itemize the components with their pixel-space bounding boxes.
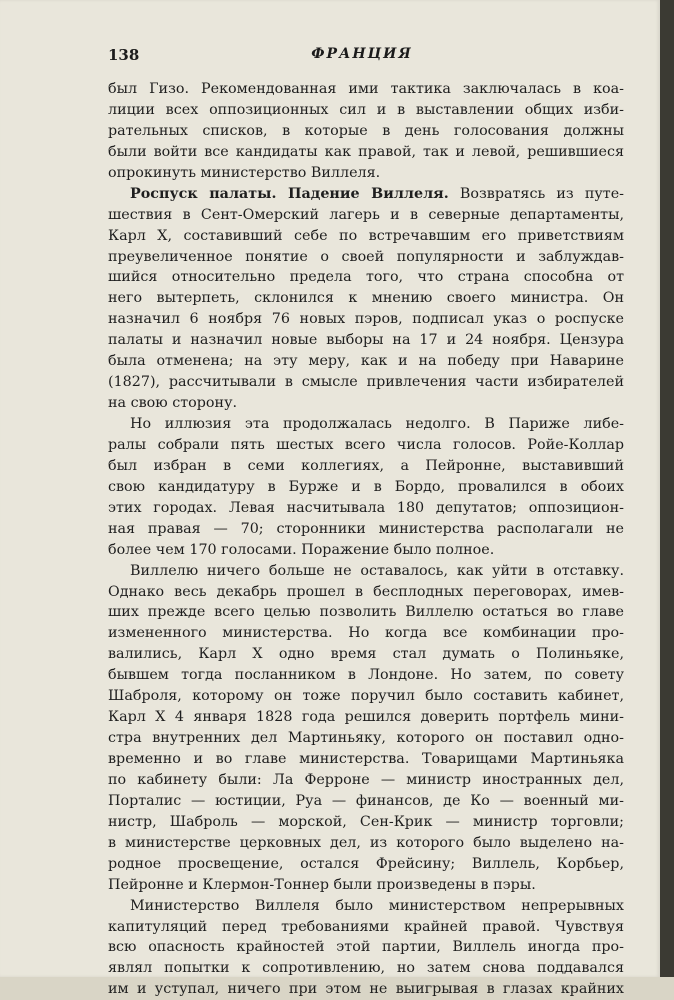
text-line — [108, 267, 624, 288]
line-text: в министерстве церковных дел, из которого было выделено на- — [108, 834, 624, 851]
text-line — [108, 979, 624, 1000]
text-line — [108, 100, 624, 121]
line-text: нистр, Шаброль — морской, Сен-Крик — министр торговли; — [108, 813, 624, 830]
text-line — [108, 791, 624, 812]
line-text: стра внутренних дел Мартиньяку, которого он поставил одно- — [108, 730, 624, 747]
page-header — [108, 46, 616, 66]
text-line — [108, 812, 624, 833]
line-text: Виллелю ничего больше не оставалось, как уйти в отставку. — [130, 562, 624, 579]
text-line — [108, 121, 624, 142]
line-text: свою кандидатуру в Бурже и в Бордо, провалился в обоих — [108, 478, 624, 495]
text-line — [108, 665, 624, 686]
text-line — [108, 749, 624, 770]
text-line — [108, 644, 624, 665]
line-text: капитуляций перед требованиями крайней правой. Чувствуя — [108, 918, 624, 935]
line-text: был избран в семи коллегиях, а Пейронне, выставивший — [108, 457, 624, 474]
text-line — [108, 247, 624, 268]
text-line — [108, 372, 624, 393]
text-line — [108, 456, 624, 477]
text-line — [108, 770, 624, 791]
text-line — [108, 875, 624, 896]
line-text: шествия в Сент-Омерский лагерь и в северные департаменты, — [108, 206, 624, 223]
text-line — [108, 414, 624, 435]
line-text: Порталис — юстиции, Руа — финансов, де Ко — военный ми- — [108, 792, 624, 809]
line-text: им и уступал, ничего при этом не выигрывая в глазах крайних — [108, 981, 624, 998]
line-text: лиции всех оппозиционных сил и в выставлении общих изби- — [108, 101, 624, 118]
text-line — [108, 623, 624, 644]
line-text: опрокинуть министерство Виллеля. — [108, 164, 381, 181]
line-text: Карл X 4 января 1828 года решился доверить портфель мини- — [108, 709, 624, 726]
line-text: Министерство Виллеля было министерством непрерывных — [130, 897, 624, 914]
line-text: палаты и назначил новые выборы на 17 и 24 ноября. Цензура — [108, 332, 624, 349]
line-text: была отменена; на эту меру, как и на победу при Наварине — [108, 353, 624, 370]
line-text: преувеличенное понятие о своей популярности и заблуждав- — [108, 248, 624, 265]
text-line — [108, 330, 624, 351]
line-text: рательных списков, в которые в день голосования должны — [108, 122, 624, 139]
section-heading: Роспуск палаты. Падение Виллеля. — [130, 185, 449, 202]
line-text: являл попытки к сопротивлению, но затем снова поддавался — [108, 960, 624, 977]
line-text: шийся относительно предела того, что страна способна от — [108, 269, 624, 286]
line-text: валились, Карл X одно время стал думать о Полиньяке, — [108, 646, 624, 663]
line-text: (1827), рассчитывали в смысле привлечения части избирателей — [108, 374, 624, 391]
text-line — [108, 707, 624, 728]
text-line — [108, 582, 624, 603]
text-line — [108, 854, 624, 875]
line-text: Пейронне и Клермон-Тоннер были произведены в пэры. — [108, 876, 536, 893]
text-line — [108, 163, 624, 184]
text-line — [108, 833, 624, 854]
line-text: по кабинету были: Ла Ферроне — министр иностранных дел, — [108, 771, 624, 788]
body-text — [108, 79, 624, 1000]
line-text: были войти все кандидаты как правой, так и левой, решившиеся — [108, 143, 624, 160]
text-line — [108, 142, 624, 163]
line-text: Возвратясь из путе- — [448, 185, 624, 202]
line-text: ная правая — 70; сторонники министерства располагали не — [108, 520, 624, 537]
line-text: всю опасность крайностей этой партии, Виллель иногда про- — [108, 939, 624, 956]
text-line — [108, 686, 624, 707]
line-text: временно и во главе министерства. Товарищами Мартиньяка — [108, 751, 624, 767]
text-line — [108, 540, 624, 561]
line-text: этих городах. Левая насчитывала 180 депутатов; оппозицион- — [108, 499, 624, 516]
text-line — [108, 728, 624, 749]
text-line — [108, 958, 624, 979]
line-text: Шаброля, которому он тоже поручил было составить кабинет, — [108, 688, 624, 705]
line-text: ших прежде всего целью позволить Виллелю остаться во главе — [108, 604, 624, 621]
text-line — [108, 498, 624, 519]
line-text: измененного министерства. Но когда все комбинации про- — [108, 625, 624, 642]
text-line — [108, 205, 624, 226]
text-line — [108, 561, 624, 582]
text-line — [108, 393, 624, 414]
text-line — [108, 519, 624, 540]
text-line — [108, 896, 624, 917]
line-text: ралы собрали пять шестых всего числа голосов. Ройе-Коллар — [108, 436, 624, 453]
text-line — [108, 937, 624, 958]
page-edge-shadow — [660, 0, 674, 977]
page-number: 138 — [108, 46, 140, 64]
text-line — [108, 288, 624, 309]
line-text: на свою сторону. — [108, 395, 238, 412]
line-text: бывшем тогда посланником в Лондоне. Но затем, по совету — [108, 667, 624, 684]
line-text: Но иллюзия эта продолжалась недолго. В Париже либе- — [130, 416, 624, 432]
line-text: Карл X, составивший себе по встречавшим его приветствиям — [108, 227, 624, 244]
text-line — [108, 602, 624, 623]
line-text: родное просвещение, остался Фрейсину; Виллель, Корбьер, — [108, 855, 624, 872]
text-line — [108, 79, 624, 100]
text-line — [108, 309, 624, 330]
text-line — [108, 917, 624, 938]
line-text: более чем 170 голосами. Поражение было полное. — [108, 541, 495, 558]
text-line — [108, 226, 624, 247]
text-line — [108, 184, 624, 205]
running-title: ФРАНЦИЯ — [311, 46, 413, 62]
line-text: назначил 6 ноября 76 новых пэров, подписал указ о роспуске — [108, 311, 624, 328]
text-line — [108, 477, 624, 498]
line-text: Однако весь декабрь прошел в бесплодных переговорах, имев- — [108, 583, 624, 600]
text-line — [108, 351, 624, 372]
line-text: него вытерпеть, склонился к мнению своего министра. Он — [108, 290, 624, 307]
line-text: был Гизо. Рекомендованная ими тактика заключалась в коа- — [108, 81, 624, 97]
text-line — [108, 435, 624, 456]
